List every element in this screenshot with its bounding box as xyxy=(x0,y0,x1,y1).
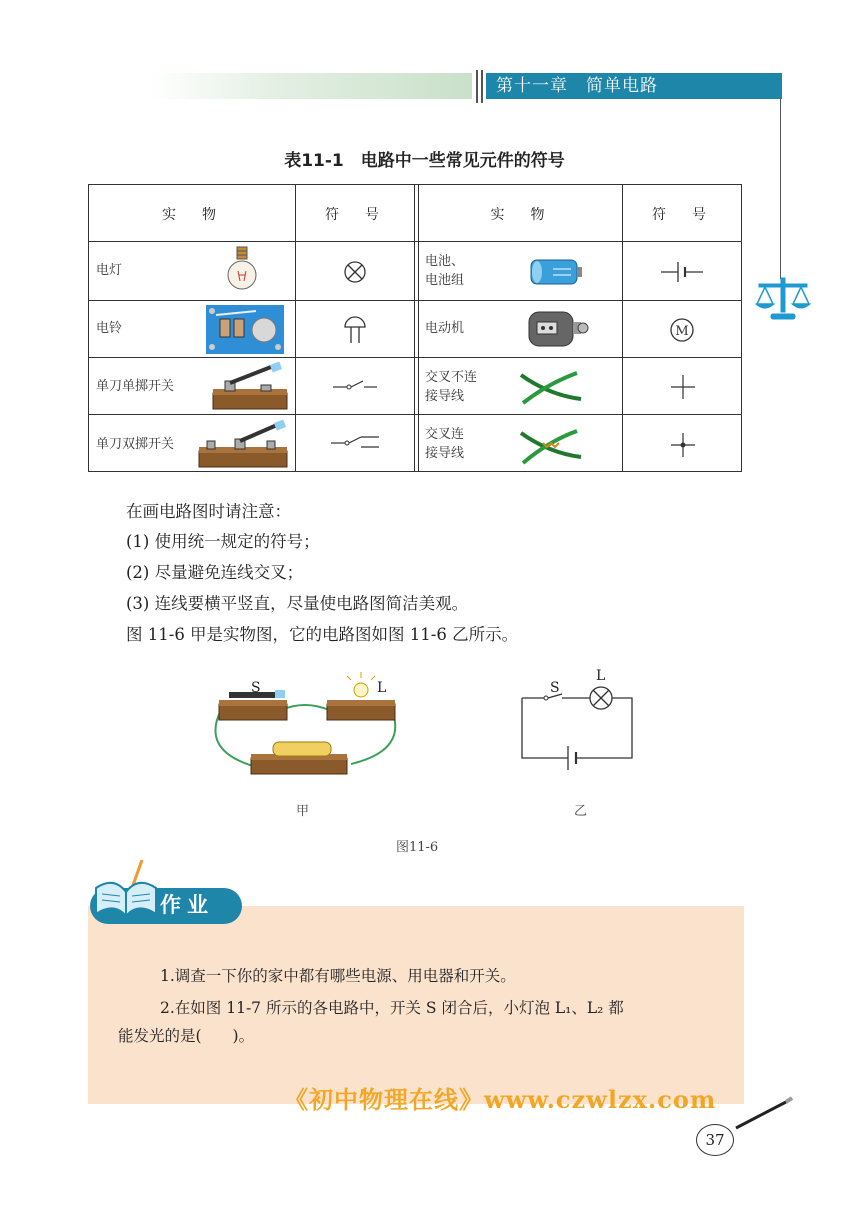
figure-caption: 图11-6 xyxy=(396,840,439,855)
component-label xyxy=(425,425,464,463)
header-divider xyxy=(476,70,478,103)
table-title: 表11-1 电路中一些常见元件的符号 xyxy=(284,151,565,171)
homework-question-2: 2.在如图 11-7 所示的各电路中，开关 S 闭合后，小灯泡 L₁、L₂ 都 xyxy=(160,999,624,1017)
balance-scale-icon xyxy=(755,276,811,322)
connected-wires-symbol xyxy=(671,433,695,457)
notes-intro: 在画电路图时请注意： xyxy=(126,502,291,521)
notes-item: (2) 尽量避免连线交叉； xyxy=(126,563,304,582)
component-label-text: 电池、 电池组 xyxy=(425,254,465,288)
table-divider xyxy=(89,241,741,242)
table-header: 符 号 xyxy=(325,207,385,223)
table-divider xyxy=(622,185,623,471)
notes-item: (3) 连线要横平竖直，尽量使电路图简洁美观。 xyxy=(126,594,469,613)
component-label xyxy=(425,368,477,406)
table-divider xyxy=(414,185,415,471)
table-divider xyxy=(89,414,741,415)
electric-motor-picture xyxy=(525,308,589,350)
notes-item: (1) 使用统一规定的符号； xyxy=(126,532,320,551)
switch-label-s: S xyxy=(251,680,261,696)
battery-symbol xyxy=(661,261,703,283)
component-label-text: 交叉不连 接导线 xyxy=(425,370,478,404)
component-label: 电灯 xyxy=(96,263,123,278)
table-header: 实 物 xyxy=(490,207,551,223)
component-label-text: 交叉连 接导线 xyxy=(425,427,465,461)
crossed-wires-symbol xyxy=(671,375,695,399)
margin-line xyxy=(780,99,781,279)
lamp-label-l: L xyxy=(377,680,387,696)
light-bulb-picture xyxy=(227,245,257,297)
diagram-label-s: S xyxy=(550,680,560,696)
physical-circuit-figure xyxy=(205,670,405,778)
pen-icon xyxy=(734,1094,794,1130)
circuit-diagram-figure xyxy=(516,668,638,776)
spdt-switch-picture xyxy=(197,419,289,471)
component-label xyxy=(425,252,464,290)
crossed-wires-picture xyxy=(519,369,583,409)
table-divider xyxy=(295,185,296,471)
component-label: 单刀双掷开关 xyxy=(96,437,175,452)
table-divider xyxy=(89,357,741,358)
chapter-title: 第十一章 简单电路 xyxy=(486,73,782,99)
spst-switch-symbol xyxy=(333,379,377,391)
motor-symbol xyxy=(669,317,695,343)
header-divider xyxy=(481,70,483,103)
spdt-switch-symbol xyxy=(331,433,379,451)
symbol-table xyxy=(88,184,742,472)
battery-picture xyxy=(529,257,583,287)
page-number: 37 xyxy=(696,1124,734,1156)
connected-wires-picture xyxy=(519,425,583,467)
homework-question-1: 1.调查一下你的家中都有哪些电源、用电器和开关。 xyxy=(160,967,516,985)
lamp-symbol xyxy=(343,260,367,284)
diagram-label-l: L xyxy=(596,668,606,684)
electric-bell-picture xyxy=(206,305,284,354)
motor-symbol-letter: M xyxy=(675,324,689,339)
component-label: 单刀单掷开关 xyxy=(96,379,175,394)
homework-title: 作业 xyxy=(160,893,214,917)
table-divider xyxy=(418,185,419,471)
table-header: 符 号 xyxy=(652,207,712,223)
book-icon xyxy=(92,858,162,920)
figure-reference: 图 11-6 甲是实物图，它的电路图如图 11-6 乙所示。 xyxy=(126,625,519,644)
spst-switch-picture xyxy=(211,361,289,413)
figure-caption-left: 甲 xyxy=(296,804,310,819)
bell-symbol xyxy=(343,313,367,345)
component-label: 电铃 xyxy=(96,321,123,336)
homework-question-2-cont: 能发光的是( )。 xyxy=(118,1027,255,1045)
header-gradient-bar xyxy=(150,73,472,99)
watermark: 《初中物理在线》www.czwlzx.com xyxy=(284,1085,717,1114)
table-header: 实 物 xyxy=(162,207,222,223)
table-divider xyxy=(89,300,741,301)
component-label: 电动机 xyxy=(425,321,465,336)
figure-caption-right: 乙 xyxy=(574,804,588,819)
